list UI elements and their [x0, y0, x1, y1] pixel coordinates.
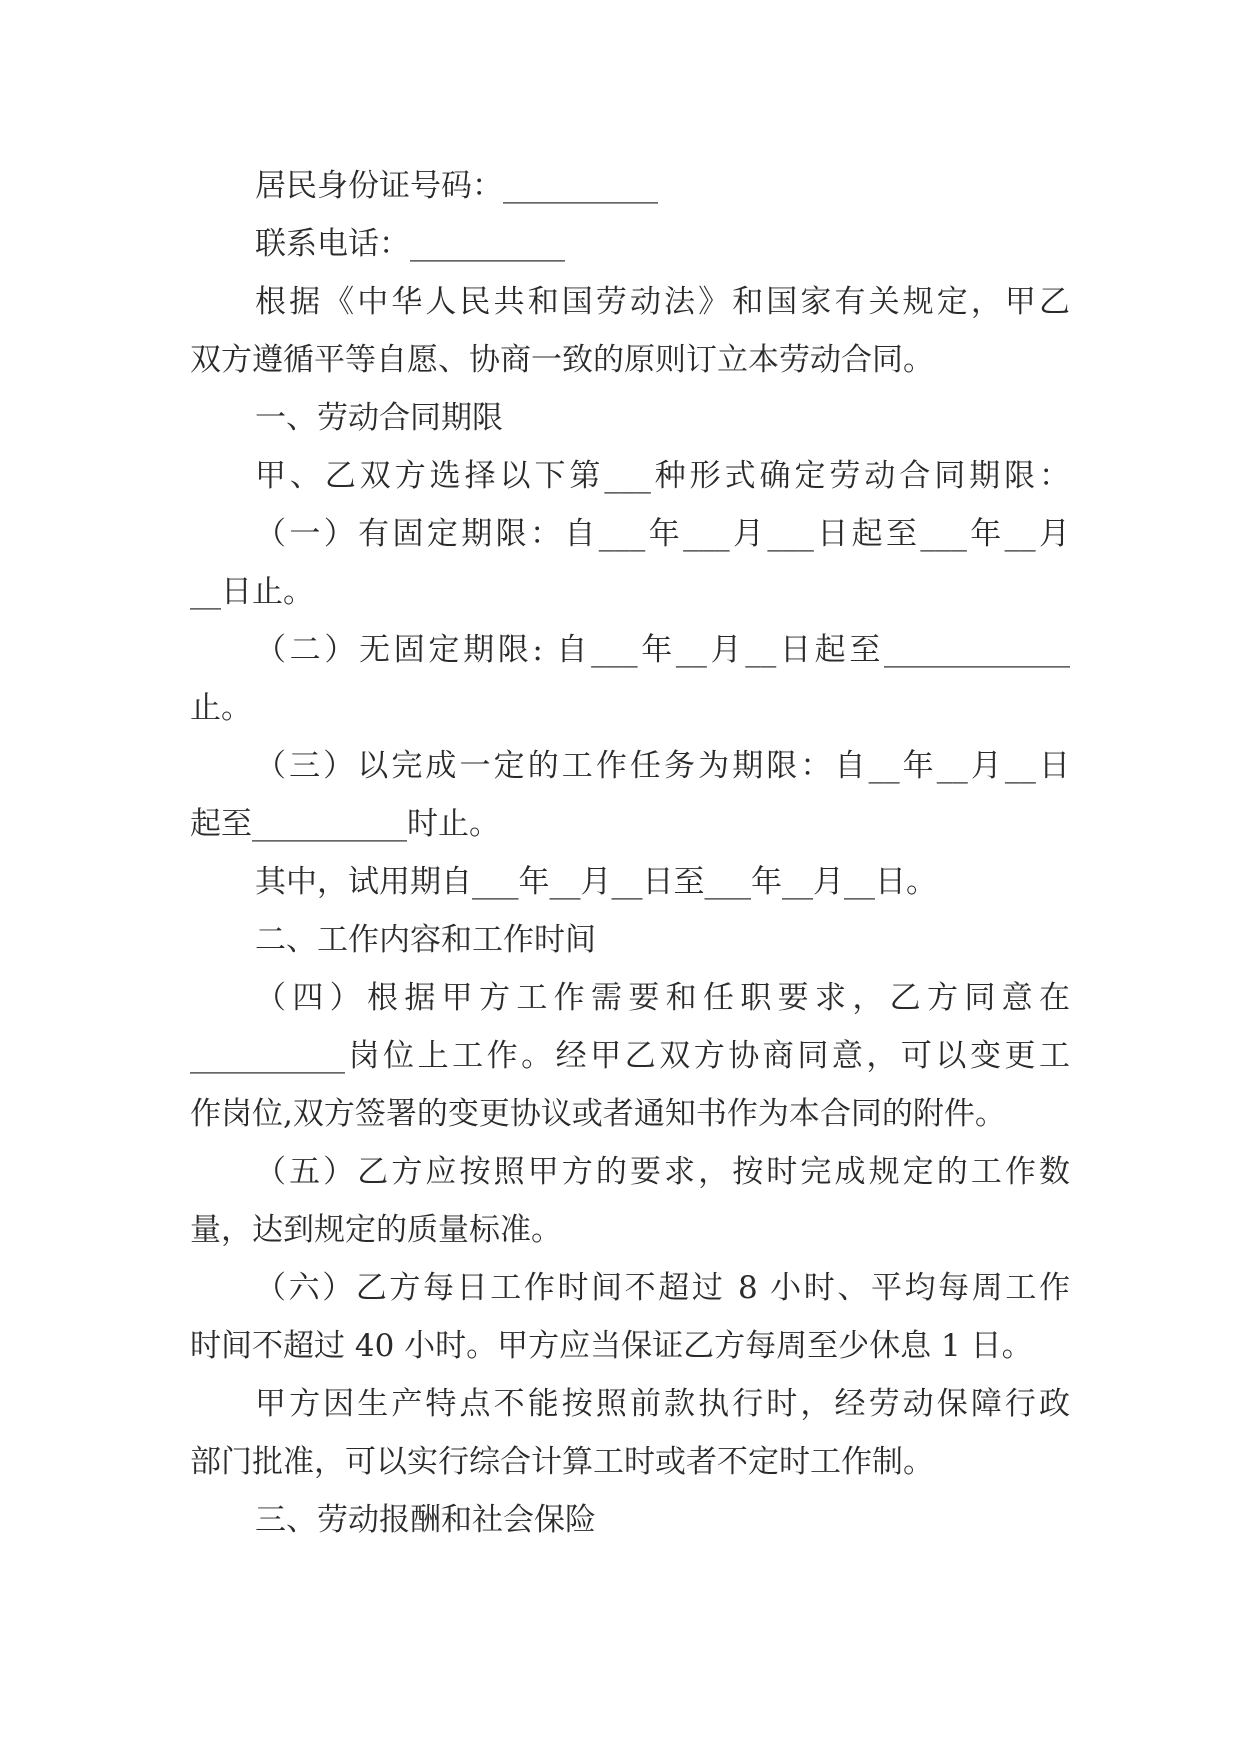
section-heading-remuneration: 三、劳动报酬和社会保险: [255, 1502, 596, 1538]
phone-field-line: 联系电话：__________: [255, 226, 565, 262]
preamble-line-1: 根据《中华人民共和国劳动法》和国家有关规定，甲乙: [255, 284, 1070, 320]
fixed-term-line-2: __日止。: [190, 574, 314, 610]
open-term-line-1: （二）无固定期限: 自___年__月__日起至____________: [255, 632, 1070, 668]
clause-four-line-3: 作岗位,双方签署的变更协议或者通知书作为本合同的附件。: [190, 1096, 1006, 1132]
id-number-field-line: 居民身份证号码：__________: [255, 168, 658, 204]
section-heading-contract-term: 一、劳动合同期限: [255, 400, 503, 436]
working-hours-exception-line-2: 部门批准，可以实行综合计算工时或者不定时工作制。: [190, 1444, 934, 1480]
clause-six-line-2: 时间不超过 40 小时。甲方应当保证乙方每周至少休息 1 日。: [190, 1328, 1033, 1364]
task-term-line-2: 起至__________时止。: [190, 806, 500, 842]
clause-four-line-1: （四）根据甲方工作需要和任职要求，乙方同意在: [255, 980, 1070, 1016]
clause-four-line-2: __________岗位上工作。经甲乙双方协商同意，可以变更工: [190, 1038, 1070, 1074]
preamble-line-2: 双方遵循平等自愿、协商一致的原则订立本劳动合同。: [190, 342, 934, 378]
open-term-line-2: 止。: [190, 690, 252, 726]
clause-six-line-1: （六）乙方每日工作时间不超过 8 小时、平均每周工作: [255, 1270, 1070, 1306]
clause-five-line-1: （五）乙方应按照甲方的要求，按时完成规定的工作数: [255, 1154, 1070, 1190]
term-selection-line: 甲、乙双方选择以下第___种形式确定劳动合同期限：: [255, 458, 1070, 494]
task-term-line-1: （三）以完成一定的工作任务为期限：自__年__月__日: [255, 748, 1070, 784]
working-hours-exception-line-1: 甲方因生产特点不能按照前款执行时，经劳动保障行政: [255, 1386, 1070, 1422]
clause-five-line-2: 量，达到规定的质量标准。: [190, 1212, 562, 1248]
section-heading-work-content: 二、工作内容和工作时间: [255, 922, 596, 958]
probation-line: 其中，试用期自___年__月__日至___年__月__日。: [255, 864, 937, 900]
fixed-term-line-1: （一）有固定期限：自___年___月___日起至___年__月: [255, 516, 1070, 552]
